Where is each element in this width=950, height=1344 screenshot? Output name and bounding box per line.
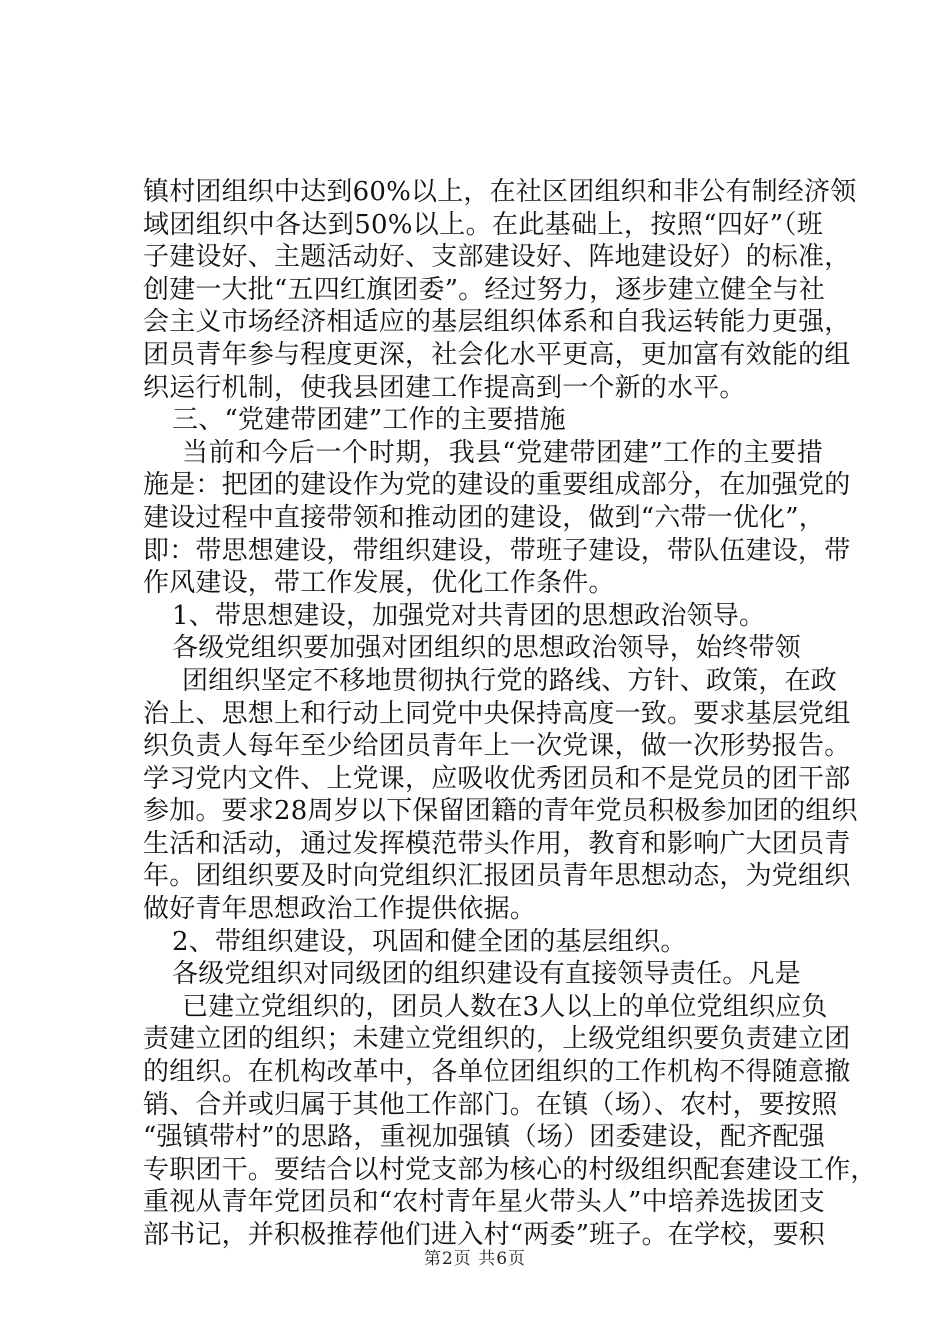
- text-line: 域团组织中各达到50%以上。在此基础上，按照“四好”（班: [143, 209, 823, 240]
- text-line: 生活和活动，通过发挥模范带头作用，教育和影响广大团员青: [143, 828, 851, 859]
- text-line: 作风建设，带工作发展，优化工作条件。: [143, 568, 615, 599]
- text-line: 创建一大批“五四红旗团委”。经过努力，逐步建立健全与社: [143, 274, 825, 305]
- text-line: 专职团干。要结合以村党支部为核心的村级组织配套建设工作，: [143, 1154, 877, 1185]
- text-line: 会主义市场经济相适应的基层组织体系和自我运转能力更强，: [143, 307, 851, 338]
- text-line: 的组织。在机构改革中，各单位团组织的工作机构不得随意撤: [143, 1057, 851, 1088]
- text-line: 销、合并或归属于其他工作部门。在镇（场）、农村，要按照: [143, 1089, 838, 1120]
- text-line: 当前和今后一个时期，我县“党建带团建”工作的主要措: [182, 437, 823, 468]
- text-line: “强镇带村”的思路，重视加强镇（场）团委建设，配齐配强: [143, 1122, 825, 1153]
- text-line: 即：带思想建设，带组织建设，带班子建设，带队伍建设，带: [143, 535, 851, 566]
- text-line: 年。团组织要及时向党组织汇报团员青年思想动态，为党组织: [143, 861, 851, 892]
- body-text: [143, 176, 877, 1252]
- text-line: 施是：把团的建设作为党的建设的重要组成部分，在加强党的: [143, 470, 851, 501]
- section-heading: 三、“党建带团建”工作的主要措施: [172, 405, 566, 436]
- text-line: 部书记，并积极推荐他们进入村“两委”班子。在学校，要积: [143, 1220, 825, 1250]
- text-line: 镇村团组织中达到60%以上，在社区团组织和非公有制经济领: [143, 177, 857, 207]
- text-line: 各级党组织对同级团的组织建设有直接领导责任。凡是: [172, 959, 801, 990]
- text-line: 治上、思想上和行动上同党中央保持高度一致。要求基层党组: [143, 698, 851, 729]
- text-line: 学习党内文件、上党课，应吸收优秀团员和不是党员的团干部: [143, 763, 851, 794]
- text-line: 参加。要求28周岁以下保留团籍的青年党员积极参加团的组织: [143, 796, 858, 827]
- text-line: 各级党组织要加强对团组织的思想政治领导，始终带领: [172, 633, 801, 664]
- subsection-heading: 1、带思想建设，加强党对共青团的思想政治领导。: [172, 600, 766, 631]
- text-line: 责建立团的组织；未建立党组织的，上级党组织要负责建立团: [143, 1024, 851, 1055]
- subsection-heading: 2、带组织建设，巩固和健全团的基层组织。: [172, 926, 687, 957]
- text-line: 做好青年思想政治工作提供依据。: [143, 894, 537, 925]
- page-footer: 第2页 共6页: [423, 1249, 527, 1269]
- text-line: 子建设好、主题活动好、支部建设好、阵地建设好）的标准，: [143, 242, 851, 273]
- text-line: 重视从青年党团员和“农村青年星火带头人”中培养选拔团支: [143, 1187, 825, 1218]
- text-line: 建设过程中直接带领和推动团的建设，做到“六带一优化”，: [143, 502, 825, 533]
- text-line: 织运行机制，使我县团建工作提高到一个新的水平。: [143, 372, 746, 403]
- text-line: 织负责人每年至少给团员青年上一次党课，做一次形势报告。: [143, 731, 851, 762]
- text-line: 团员青年参与程度更深，社会化水平更高，更加富有效能的组: [143, 339, 851, 370]
- text-line: 团组织坚定不移地贯彻执行党的路线、方针、政策，在政: [182, 665, 838, 696]
- text-line: 已建立党组织的，团员人数在3人以上的单位党组织应负: [182, 991, 828, 1022]
